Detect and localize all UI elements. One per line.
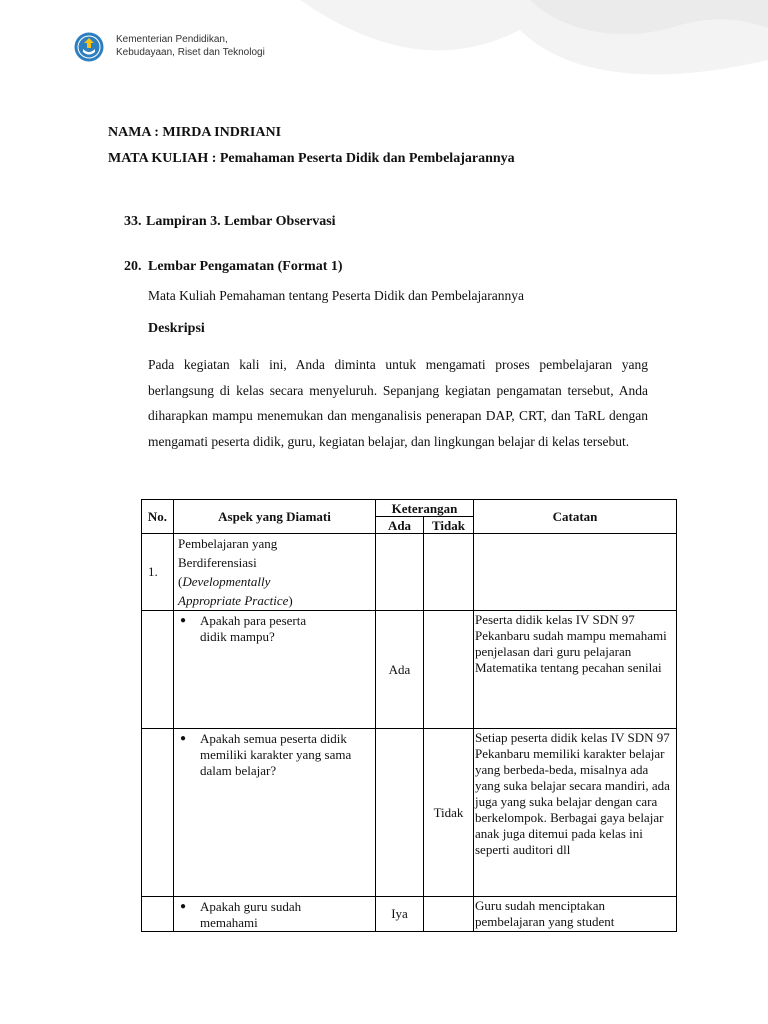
student-name: NAMA : MIRDA INDRIANI bbox=[108, 125, 282, 140]
lampiran-number: 33. bbox=[124, 214, 142, 229]
lampiran-title: Lampiran 3. Lembar Observasi bbox=[146, 214, 336, 229]
tidak-cell bbox=[424, 611, 474, 729]
table-header-row bbox=[142, 500, 677, 517]
tidak-cell bbox=[424, 897, 474, 932]
header-aspek: Aspek yang Diamati bbox=[174, 500, 376, 534]
tidak-cell: Tidak bbox=[424, 729, 474, 897]
ministry-name bbox=[116, 33, 265, 59]
aspect-line bbox=[178, 591, 371, 610]
aspect-bullet-item bbox=[176, 729, 373, 779]
table-row bbox=[142, 897, 677, 932]
paren-close: ) bbox=[288, 593, 293, 608]
background-wave-decoration bbox=[0, 0, 768, 200]
header-catatan: Catatan bbox=[474, 500, 677, 534]
header-keterangan: Keterangan bbox=[376, 500, 474, 517]
subsection-title: Lembar Pengamatan (Format 1) bbox=[148, 259, 343, 274]
course-name: MATA KULIAH : Pemahaman Peserta Didik dan Pembelajarannya bbox=[108, 151, 515, 166]
aspect-italic: Developmentally bbox=[182, 574, 271, 589]
table-row bbox=[142, 534, 677, 611]
ada-cell bbox=[376, 534, 424, 611]
deskripsi-paragraph: Pada kegiatan kali ini, Anda diminta untuk mengamati proses pembelajaran yang berlangsung di kelas secara menyeluruh. Sepanjang kegiatan pengamatan tersebut, Anda diharapkan mampu menemukan dan menganalisis penerapan DAP, CRT, dan TaRL dengan mengamati peserta didik, guru, kegiatan belajar, dan lingkungan belajar di kelas tersebut. bbox=[148, 357, 648, 449]
aspect-cell bbox=[174, 729, 376, 897]
row-number bbox=[142, 897, 174, 932]
ministry-line-1: Kementerian Pendidikan, bbox=[116, 34, 228, 45]
aspect-cell bbox=[174, 611, 376, 729]
lampiran-heading bbox=[124, 214, 336, 230]
aspect-text: Apakah guru sudah memahami bbox=[200, 899, 302, 930]
catatan-cell: Setiap peserta didik kelas IV SDN 97 Pekanbaru memiliki karakter belajar yang berbeda-beda, misalnya ada yang suka belajar secara mandiri, ada juga yang suka belajar dengan cara berkelompok. Berbagai gaya belajar anak juga ditemui pada kelas ini seperti auditori dll bbox=[474, 729, 677, 897]
aspect-line: Berdiferensiasi bbox=[178, 555, 257, 570]
observation-table bbox=[141, 499, 677, 932]
catatan-cell: Guru sudah menciptakan pembelajaran yang student bbox=[474, 897, 677, 932]
aspect-line: Pembelajaran yang bbox=[178, 536, 278, 551]
ada-cell: Iya bbox=[376, 897, 424, 932]
deskripsi-heading: Deskripsi bbox=[148, 321, 205, 336]
aspect-bullet-item bbox=[176, 611, 373, 645]
table-row bbox=[142, 611, 677, 729]
aspect-bullet-item bbox=[176, 897, 373, 931]
subsection-number: 20. bbox=[124, 259, 142, 274]
aspect-cell bbox=[174, 897, 376, 932]
aspect-italic: Appropriate Practice bbox=[178, 593, 289, 608]
ministry-logo bbox=[74, 32, 104, 62]
ministry-line-2: Kebudayaan, Riset dan Teknologi bbox=[116, 47, 265, 58]
aspect-cell bbox=[174, 534, 376, 611]
paren-open: ( bbox=[178, 574, 183, 589]
ada-cell: Ada bbox=[376, 611, 424, 729]
aspect-text: Apakah semua peserta didik memiliki karakter yang sama dalam belajar? bbox=[200, 731, 352, 778]
bullet-icon: ● bbox=[180, 615, 187, 626]
tidak-cell bbox=[424, 534, 474, 611]
ada-cell bbox=[376, 729, 424, 897]
course-subtitle: Mata Kuliah Pemahaman tentang Peserta Didik dan Pembelajarannya bbox=[148, 288, 525, 303]
row-number bbox=[142, 611, 174, 729]
header-ada: Ada bbox=[376, 517, 424, 534]
aspect-text: Apakah para peserta didik mampu? bbox=[200, 613, 307, 644]
header-tidak: Tidak bbox=[424, 517, 474, 534]
row-number: 1. bbox=[142, 534, 174, 611]
header-no: No. bbox=[142, 500, 174, 534]
catatan-cell bbox=[474, 534, 677, 611]
bullet-icon: ● bbox=[180, 733, 187, 744]
catatan-cell: Peserta didik kelas IV SDN 97 Pekanbaru sudah mampu memahami penjelasan dari guru pelajaran Matematika tentang pecahan senilai bbox=[474, 611, 677, 729]
bullet-icon: ● bbox=[180, 901, 187, 912]
subsection-heading bbox=[124, 259, 343, 275]
aspect-line bbox=[178, 572, 371, 591]
row-number bbox=[142, 729, 174, 897]
table-row bbox=[142, 729, 677, 897]
